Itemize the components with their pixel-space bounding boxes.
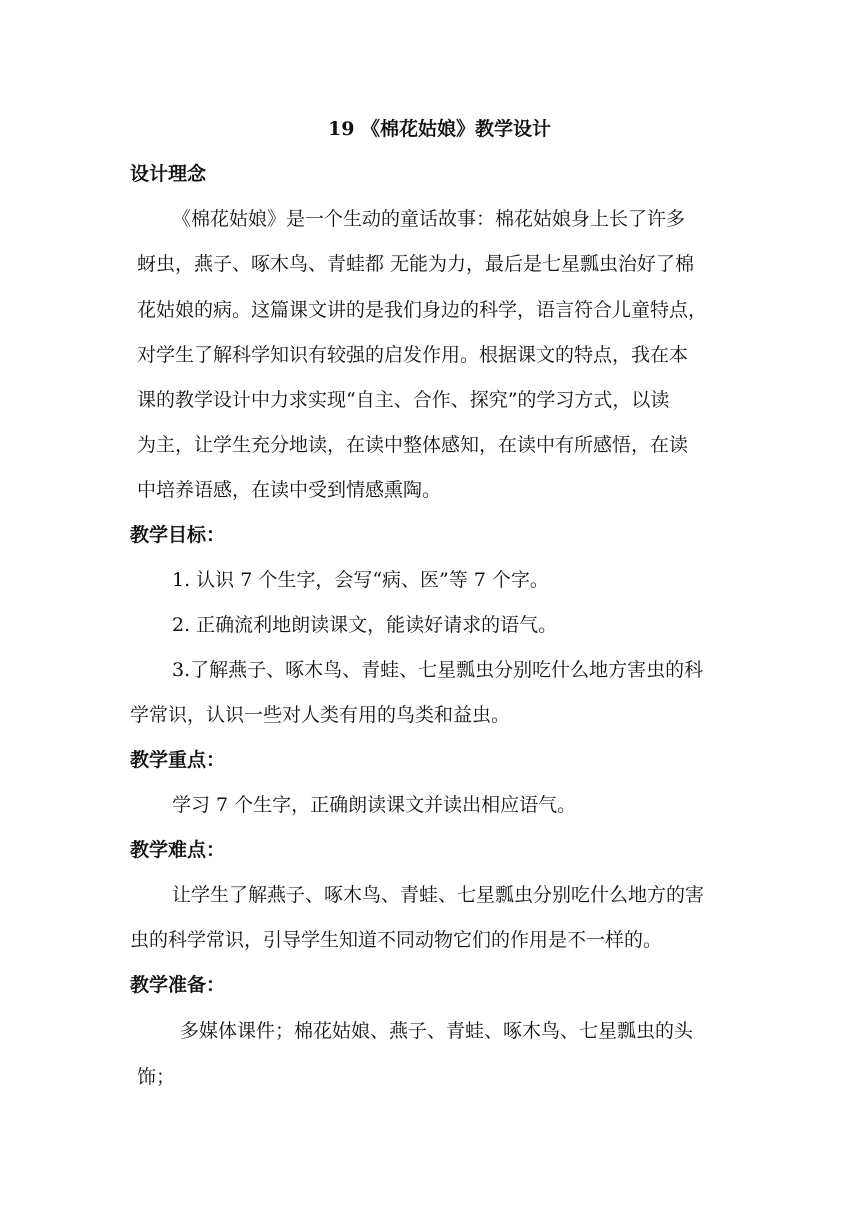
objective-item: 3.了解燕子、啄木鸟、青蛙、七星瓢虫分别吃什么地方害虫的科 <box>172 659 704 681</box>
preparation-text: 饰； <box>137 1066 176 1088</box>
objective-item-continuation: 学常识，认识一些对人类有用的鸟类和益虫。 <box>130 704 511 726</box>
difficulties-text: 让学生了解燕子、啄木鸟、青蛙、七星瓢虫分别吃什么地方的害 <box>172 884 705 906</box>
design-concept-line: 《棉花姑娘》是一个生动的童话故事：棉花姑娘身上长了许多 <box>172 208 686 230</box>
difficulties-heading: 教学难点： <box>130 839 226 861</box>
key-points-text: 学习 7 个生字，正确朗读课文并读出相应语气。 <box>172 794 577 816</box>
design-concept-line: 课的教学设计中力求实现“自主、合作、探究”的学习方式，以读 <box>137 389 670 411</box>
objective-item: 2. 正确流利地朗读课文，能读好请求的语气。 <box>172 614 558 636</box>
design-concept-line: 蚜虫，燕子、啄木鸟、青蛙都 无能为力，最后是七星瓢虫治好了棉 <box>137 253 695 275</box>
design-concept-line: 为主，让学生充分地读，在读中整体感知，在读中有所感悟，在读 <box>137 434 689 456</box>
document-title: 19 《棉花姑娘》教学设计 <box>328 118 552 140</box>
design-concept-line: 中培养语感，在读中受到情感熏陶。 <box>137 479 442 501</box>
preparation-text: 多媒体课件；棉花姑娘、燕子、青蛙、啄木鸟、七星瓢虫的头 <box>180 1020 694 1042</box>
design-concept-line: 花姑娘的病。这篇课文讲的是我们身边的科学，语言符合儿童特点， <box>137 299 708 321</box>
objectives-heading: 教学目标： <box>130 524 226 546</box>
key-points-heading: 教学重点： <box>130 749 226 771</box>
preparation-heading: 教学准备： <box>130 974 226 996</box>
design-concept-heading: 设计理念 <box>130 163 207 185</box>
objective-item: 1. 认识 7 个生字，会写“病、医”等 7 个字。 <box>172 569 549 591</box>
difficulties-text: 虫的科学常识，引导学生知道不同动物它们的作用是不一样的。 <box>130 929 663 951</box>
design-concept-line: 对学生了解科学知识有较强的启发作用。根据课文的特点，我在本 <box>137 344 689 366</box>
